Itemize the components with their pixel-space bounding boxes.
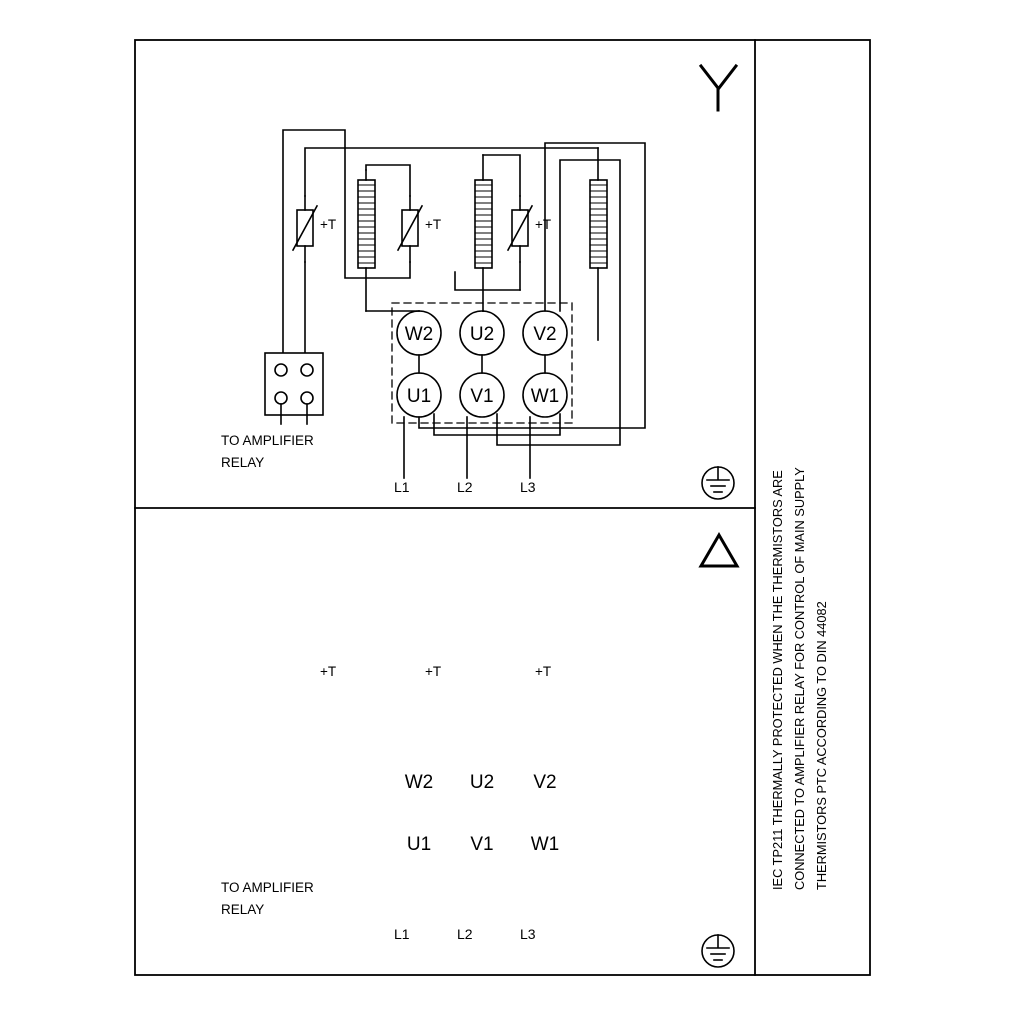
winding-2-star [475, 155, 492, 311]
winding-3-star [590, 148, 607, 340]
label-w2-star: W2 [404, 324, 434, 345]
label-l3-star: L3 [520, 479, 536, 495]
label-thermistor-2-delta: +T [425, 664, 442, 679]
side-note-line-3: THERMISTORS PTC ACCORDING TO DIN 44082 [814, 601, 829, 890]
winding-1-star [358, 170, 375, 311]
label-thermistor-1-delta: +T [320, 664, 337, 679]
thermistor-1-star [293, 196, 317, 262]
label-thermistor-1-star: +T [320, 217, 337, 232]
panel-delta [265, 535, 737, 1024]
thermistor-top-bus-star [305, 148, 598, 196]
label-l1-star: L1 [394, 479, 410, 495]
label-u1-star: U1 [406, 386, 432, 407]
label-thermistor-3-star: +T [535, 217, 552, 232]
label-v2-delta: V2 [533, 772, 557, 793]
label-l1-delta: L1 [394, 926, 410, 942]
label-amplifier-line2-delta: RELAY [221, 902, 265, 917]
label-amplifier-line1-star: TO AMPLIFIER [221, 433, 314, 448]
label-w1-delta: W1 [530, 834, 560, 855]
earth-ground-icon-star [702, 467, 734, 499]
delta-symbol [701, 535, 737, 566]
side-note-line-1: IEC TP211 THERMALLY PROTECTED WHEN THE THERMISTORS ARE [770, 470, 785, 890]
earth-ground-icon-delta [702, 935, 734, 967]
label-amplifier-line1-delta: TO AMPLIFIER [221, 880, 314, 895]
label-l2-delta: L2 [457, 926, 473, 942]
label-u2-star: U2 [469, 324, 495, 345]
amplifier-connector-star [265, 353, 323, 424]
label-l2-star: L2 [457, 479, 473, 495]
label-thermistor-3-delta: +T [535, 664, 552, 679]
label-u2-delta: U2 [469, 772, 495, 793]
label-u1-delta: U1 [406, 834, 432, 855]
wye-symbol [701, 66, 736, 110]
thermistor-cross-star [455, 272, 520, 290]
label-v1-star: V1 [470, 386, 494, 407]
label-thermistor-2-star: +T [425, 217, 442, 232]
label-l3-delta: L3 [520, 926, 536, 942]
label-v1-delta: V1 [470, 834, 494, 855]
label-amplifier-line2-star: RELAY [221, 455, 265, 470]
label-v2-star: V2 [533, 324, 557, 345]
thermistor-3-star [508, 196, 532, 262]
label-w2-delta: W2 [404, 772, 434, 793]
label-w1-star: W1 [530, 386, 560, 407]
side-note-line-2: CONNECTED TO AMPLIFIER RELAY FOR CONTROL OF MAIN SUPPLY [792, 467, 807, 890]
panel-star [265, 66, 736, 499]
thermistor-2-star [398, 196, 422, 262]
